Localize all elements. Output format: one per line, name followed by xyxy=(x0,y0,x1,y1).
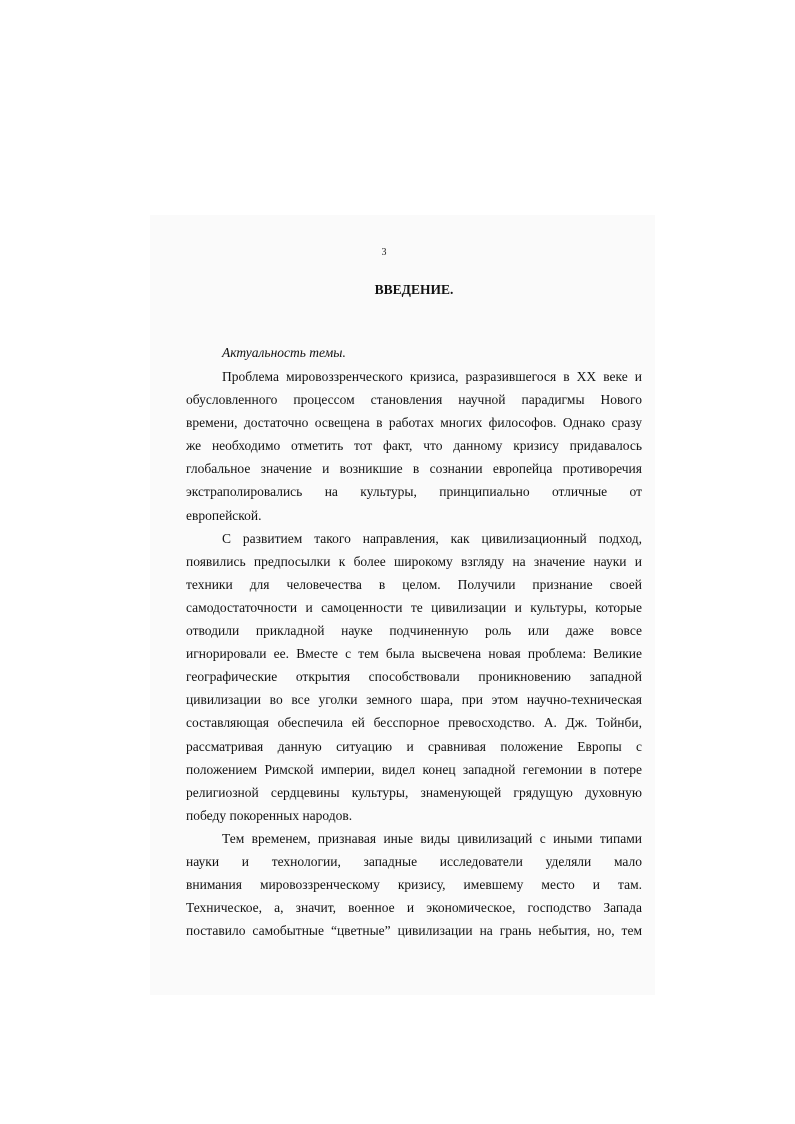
text-line: глобальное значение и возникшие в сознании европейца противоречия xyxy=(186,461,642,477)
text-line: положением Римской империи, видел конец западной гегемонии в потере xyxy=(186,761,642,777)
text-line: Проблема мировоззренческого кризиса, разразившегося в XX веке и xyxy=(222,369,642,384)
text-line: появились предпосылки к более широкому взгляду на значение науки и xyxy=(186,553,642,569)
text-line: внимания мировоззренческому кризису, имевшему место и там. xyxy=(186,877,642,893)
text-line: науки и технологии, западные исследователи уделяли мало xyxy=(186,853,642,869)
page-title: ВВЕДЕНИЕ. xyxy=(374,282,454,297)
text-line: цивилизации во все уголки земного шара, при этом научно-техническая xyxy=(186,692,642,708)
text-line: европейской. xyxy=(186,507,262,523)
text-line: Тем временем, признавая иные виды цивилизаций с иными типами xyxy=(222,830,642,846)
text-line: поставило самобытные “цветные” цивилизации на грань небытия, но, тем xyxy=(186,923,642,939)
text-line: экстраполировались на культуры, принципиально отличные от xyxy=(186,484,642,500)
text-line: географические открытия способствовали проникновению западной xyxy=(186,669,642,685)
text-line: отводили прикладной науке подчиненную роль или даже вовсе xyxy=(186,623,642,639)
text-line: игнорировали ее. Вместе с тем была высвечена новая проблема: Великие xyxy=(186,646,642,662)
text-line: С развитием такого направления, как цивилизационный подход, xyxy=(222,530,642,546)
section-label: Актуальность темы. xyxy=(222,345,346,360)
text-line: времени, достаточно освещена в работах многих философов. Однако сразу xyxy=(186,415,642,431)
text-line: составляющая обеспечила ей бесспорное превосходство. А. Дж. Тойнби, xyxy=(186,715,642,731)
text-line: Техническое, а, значит, военное и экономическое, господство Запада xyxy=(186,900,642,916)
page-number: 3 xyxy=(381,247,387,258)
text-line: обусловленного процессом становления научной парадигмы Нового xyxy=(186,392,642,408)
text-line: техники для человечества в целом. Получили признание своей xyxy=(186,576,642,592)
text-line: рассматривая данную ситуацию и сравнивая положение Европы с xyxy=(186,738,642,754)
text-line: религиозной сердцевины культуры, знаменующей грядущую духовную xyxy=(186,784,642,800)
text-line: самодостаточности и самоценности те цивилизации и культуры, которые xyxy=(186,599,642,615)
body-text xyxy=(186,365,642,942)
text-line: же необходимо отметить тот факт, что данному кризису придавалось xyxy=(186,438,642,454)
text-line: победу покоренных народов. xyxy=(186,807,353,823)
